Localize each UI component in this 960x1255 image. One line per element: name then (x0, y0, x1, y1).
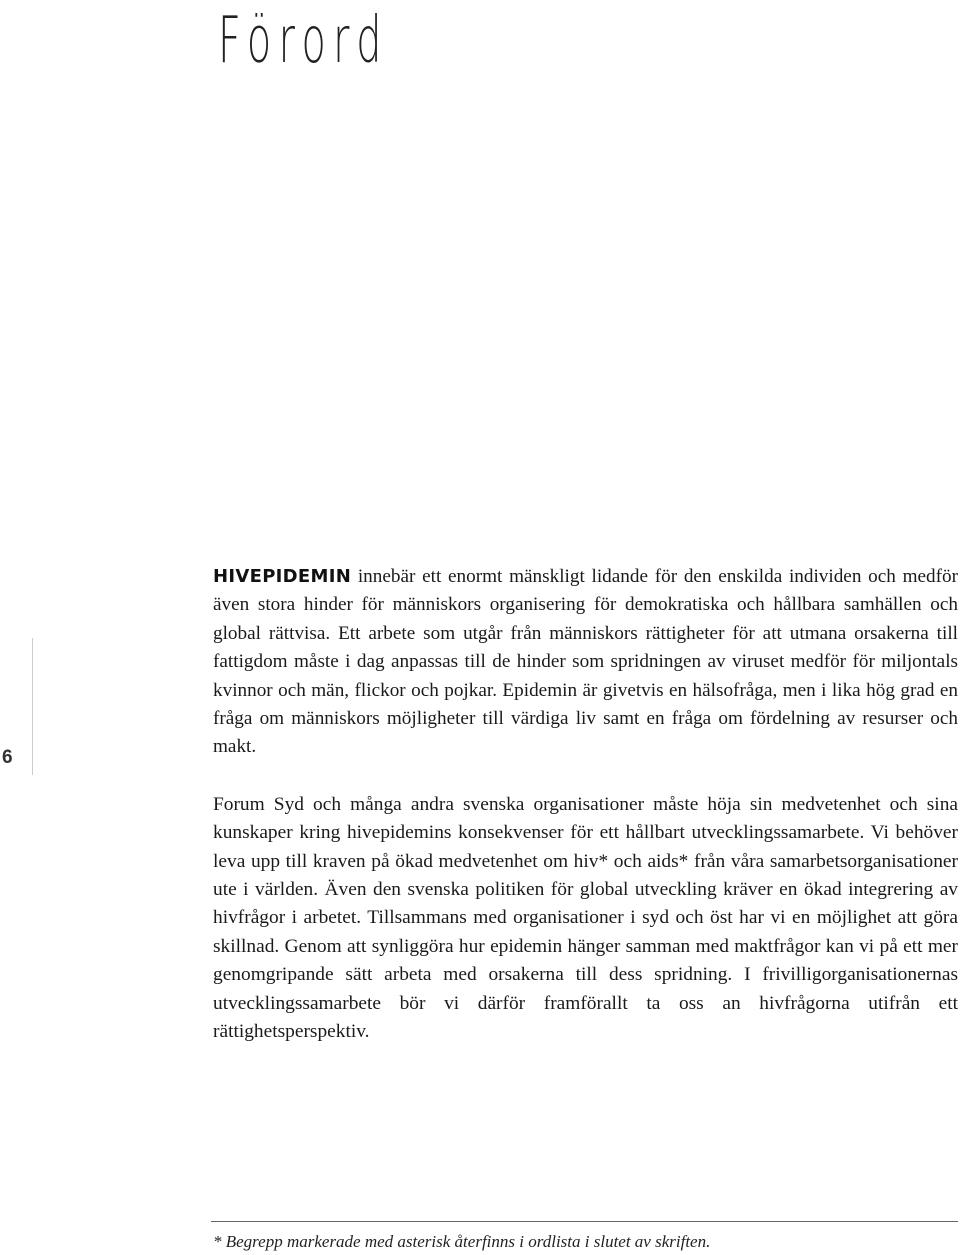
page-number-divider (32, 638, 33, 775)
footnote: * Begrepp markerade med asterisk återfinns i ordlista i slutet av skriften. (213, 1232, 711, 1251)
body-text (213, 563, 958, 1047)
paragraph-1 (213, 563, 958, 762)
page-number: 6 (2, 747, 13, 768)
page-title: Förord (218, 4, 389, 78)
footnote-divider (211, 1221, 958, 1222)
paragraph-lead-word: HIVEPIDEMIN (213, 566, 352, 587)
paragraph-1-text: innebär ett enormt mänskligt lidande för den enskilda individen och medför även stora hinder för människors organisering för demokratiska och hållbara samhällen och global rättvisa. Ett arbete som utgår från människors rättigheter för att utmana orsakerna till fattigdom måste i dag anpassas till de hinder som spridningen av viruset medför för miljontals kvinnor och män, flickor och pojkar. Epidemin är givetvis en hälsofråga, men i lika hög grad en fråga om människors möjligheter till värdiga liv samt en fråga om fördelning av resurser och makt. (213, 566, 958, 758)
paragraph-2: Forum Syd och många andra svenska organisationer måste höja sin medvetenhet och sina kunskaper kring hivepidemins konsekvenser för ett hållbart utvecklingssamarbete. Vi behöver leva upp till kraven på ökad medvetenhet om hiv* och aids* från våra samarbetsorganisationer ute i världen. Även den svenska politiken för global utveckling kräver en ökad integrering av hivfrågor i arbetet. Tillsammans med organisationer i syd och öst har vi en möjlighet att göra skillnad. Genom att synliggöra hur epidemin hänger samman med maktfrågor kan vi på ett mer genomgripande sätt arbeta med orsakerna till dess spridning. I frivilligorganisationernas utvecklingssamarbete bör vi därför framförallt ta oss an hivfrågorna utifrån ett rättighetsperspektiv. (213, 793, 958, 1043)
